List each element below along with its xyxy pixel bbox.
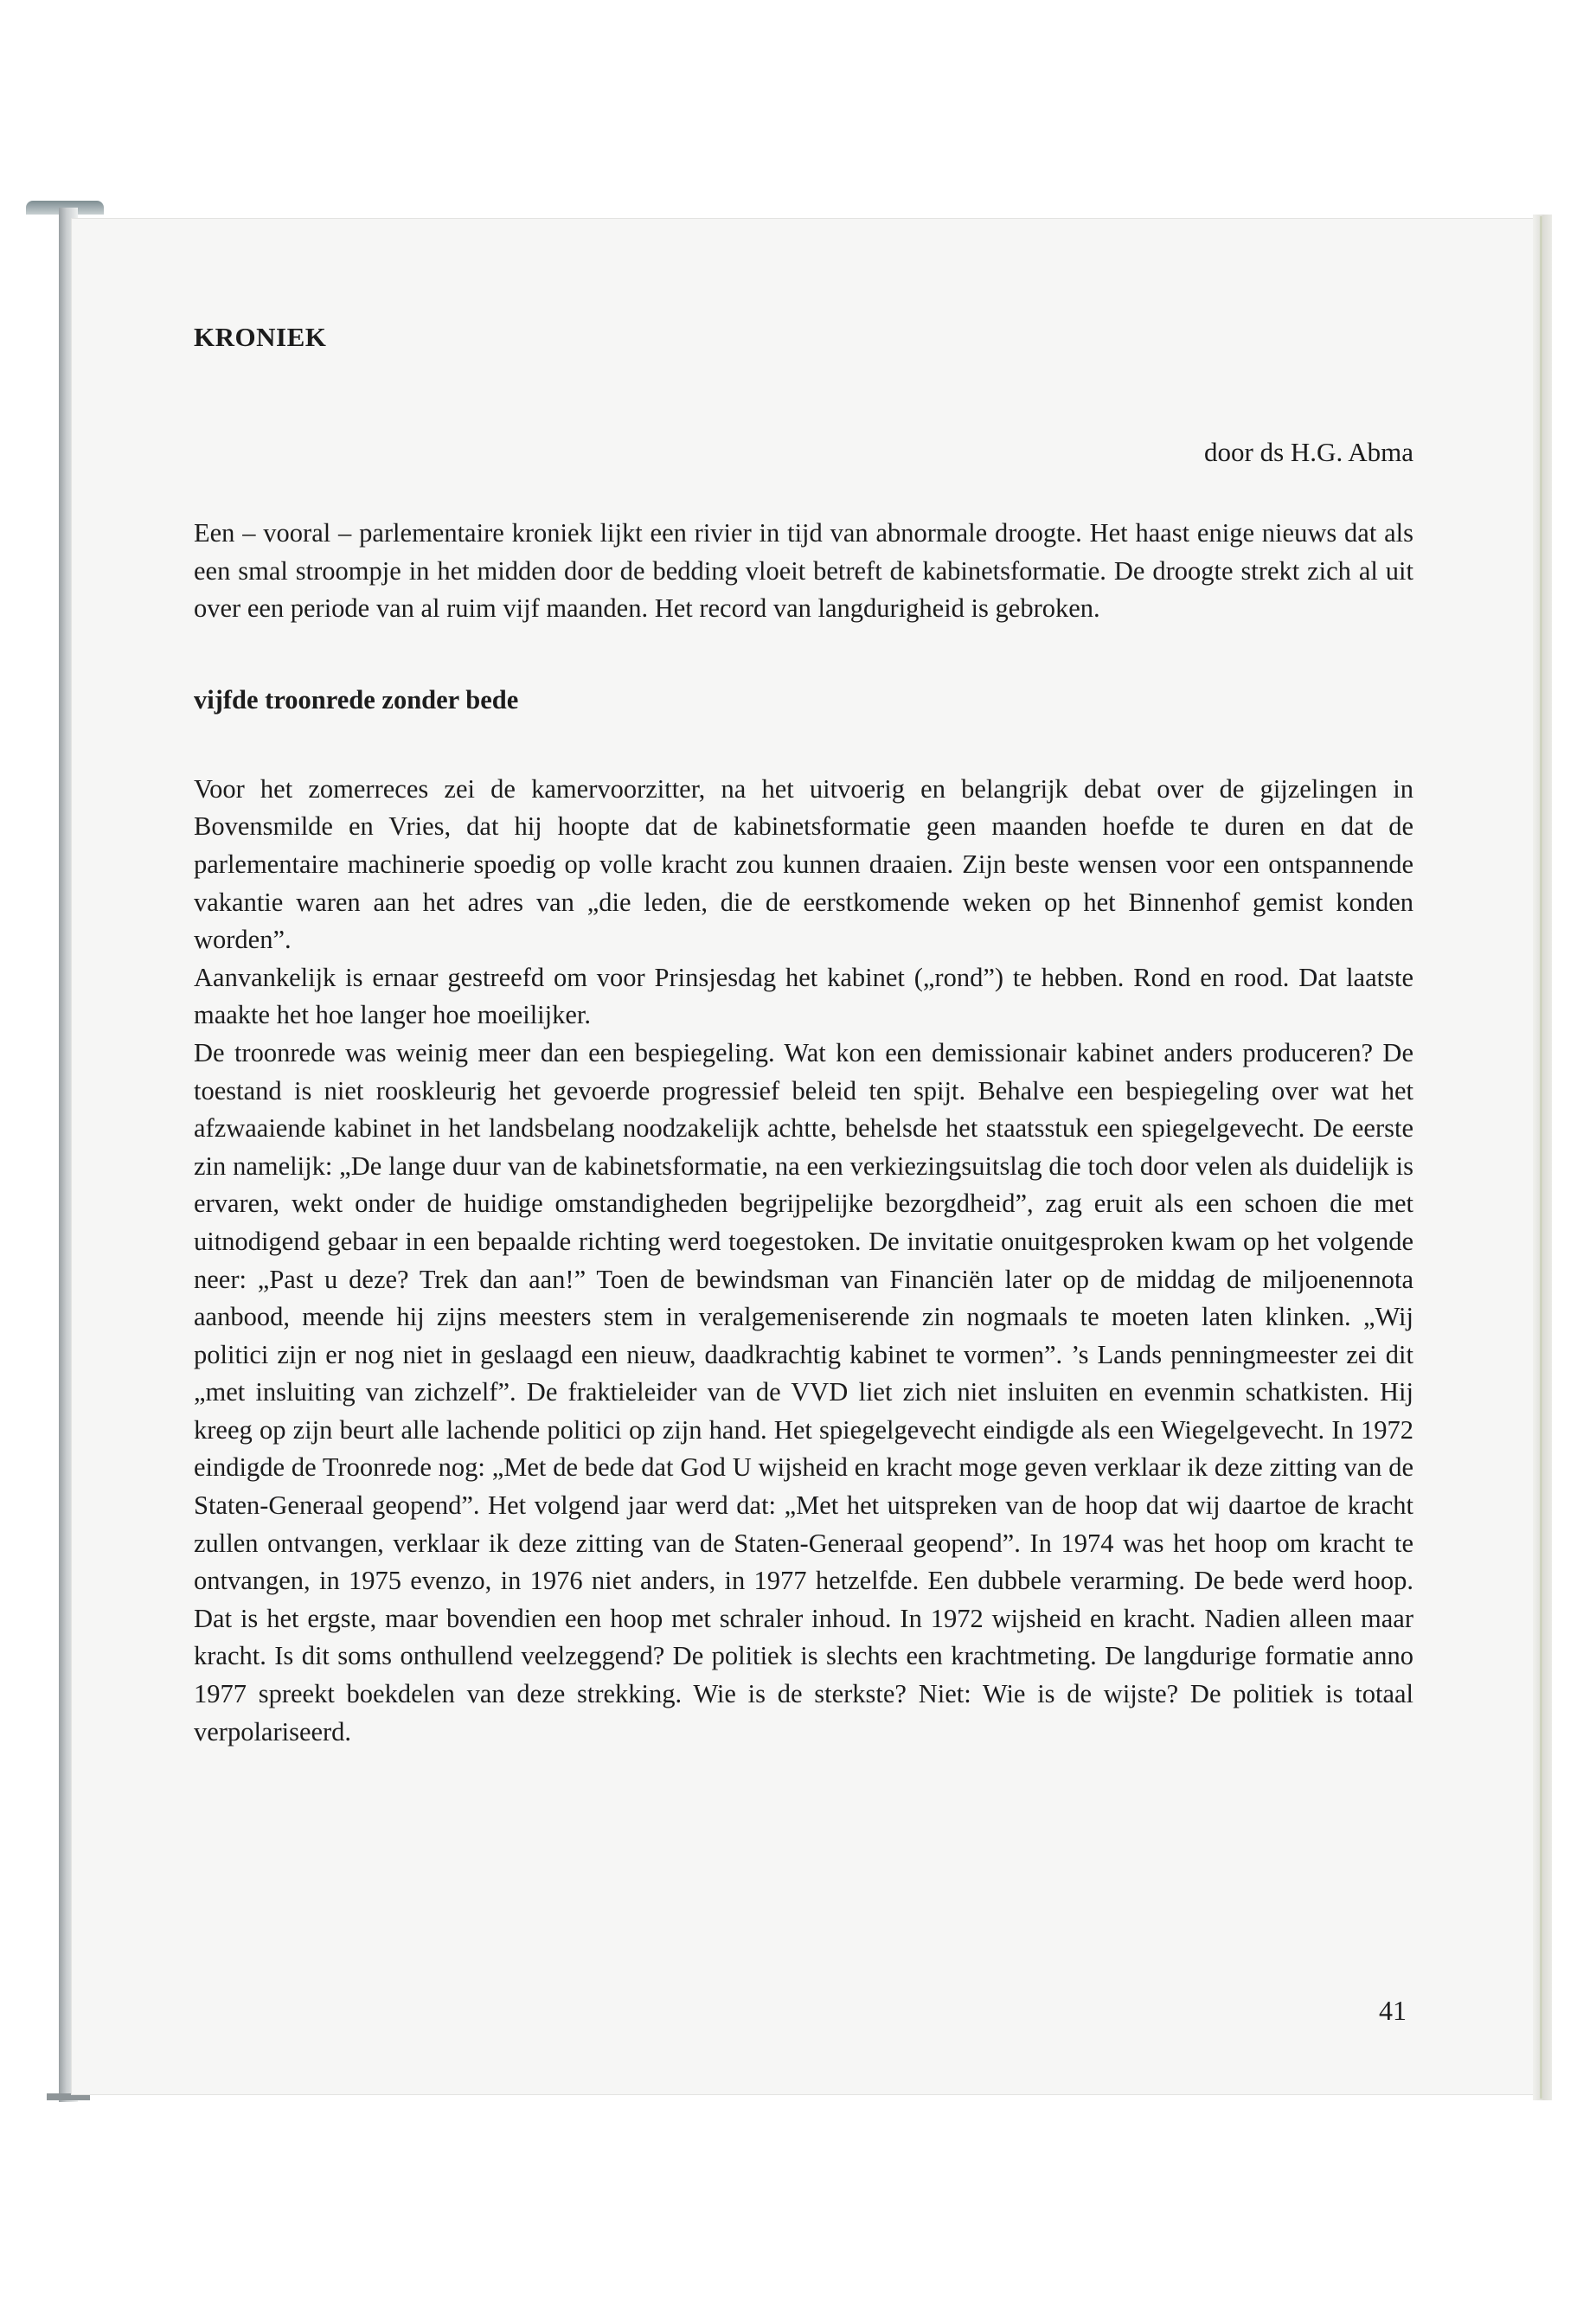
page-number: 41 [1379,1995,1407,2026]
page-edge-line [1540,216,1542,2099]
section-title: vijfde troonrede zonder bede [194,684,519,715]
intro-paragraph: Een – vooral – parlementaire kroniek lijkt een rivier in tijd van abnormale droogte. Het haast enige nieuws dat als een smal stroompje in het midden door de bedding vloeit betreft de kabinetsformatie. De droogte strekt zich al uit over een periode van al ruim vijf maanden. Het record van langdurigheid is gebroken. [194,518,1413,624]
body-paragraph: Aanvankelijk is ernaar gestreefd om voor Prinsjesdag het kabinet („rond”) te hebben. Rond en rood. Dat laatste maakte het hoe langer hoe moeilijker. [194,962,1413,1030]
article-author: door ds H.G. Abma [1204,437,1413,467]
article-title: KRONIEK [194,322,327,352]
body-paragraph: Voor het zomerreces zei de kamervoorzitter, na het uitvoerig en belangrijk debat over de gijzelingen in Bovensmilde en Vries, dat hij hoopte dat de kabinetsformatie geen maanden hoefde te duren en dat de parlementaire machinerie spoedig op volle kracht zou kunnen draaien. Zijn beste wensen voor een ontspannende vakantie waren aan het adres van „die leden, die de eerstkomende weken op het Binnenhof gemist konden worden”. [194,773,1413,955]
article [194,322,1413,1751]
page-edge [1533,215,1552,2100]
body-paragraph: De troonrede was weinig meer dan een bespiegeling. Wat kon een demissionair kabinet anders produceren? De toestand is niet rooskleurig het gevoerde progressief beleid ten spijt. Behalve een bespiegeling over wat het afzwaaiende kabinet in het landsbelang noodzakelijk achtte, behelsde het staatsstuk een spiegelgevecht. De eerste zin namelijk: „De lange duur van de kabinetsformatie, na een verkiezingsuitslag die toch door velen als duidelijk is ervaren, wekt onder de huidige omstandigheden begrijpelijke bezorgdheid”, zag eruit als een schoen die met uitnodigend gebaar in een bepaalde richting werd toegestoken. De invitatie onuitgesproken kwam op het volgende neer: „Past u deze? Trek dan aan!” Toen de bewindsman van Financiën later op de middag de miljoenennota aanbood, meende hij zijns meesters stem in veralgemeniserende zin nogmaals te moeten laten klinken. „Wij politici zijn er nog niet in geslaagd een nieuw, daadkrachtig kabinet te vormen”. ’s Lands penningmeester zei dit „met insluiting van zichzelf”. De fraktieleider van de VVD liet zich niet insluiten en evenmin schatkisten. Hij kreeg op zijn beurt alle lachende politici op zijn hand. Het spiegelgevecht eindigde als een Wiegelgevecht. In 1972 eindigde de Troonrede nog: „Met de bede dat God U wijsheid en kracht moge geven verklaar ik deze zitting van de Staten-Generaal geopend”. Het volgend jaar werd dat: „Met het uitspreken van de hoop dat wij daartoe de kracht zullen ontvangen, verklaar ik deze zitting van de Staten-Generaal geopend”. In 1974 was het hoop om kracht te ontvangen, in 1975 evenzo, in 1976 niet anders, in 1977 hetzelfde. Een dubbele verarming. De bede werd hoop. Dat is het ergste, maar bovendien een hoop met schraler inhoud. In 1972 wijsheid en kracht. Nadien alleen maar kracht. Is dit soms onthullend veelzeggend? De politiek is slechts een krachtmeting. De langdurige formatie anno 1977 spreekt boekdelen van deze strekking. Wie is de sterkste? Niet: Wie is de wijste? De politiek is totaal verpolariseerd. [194,1037,1413,1747]
